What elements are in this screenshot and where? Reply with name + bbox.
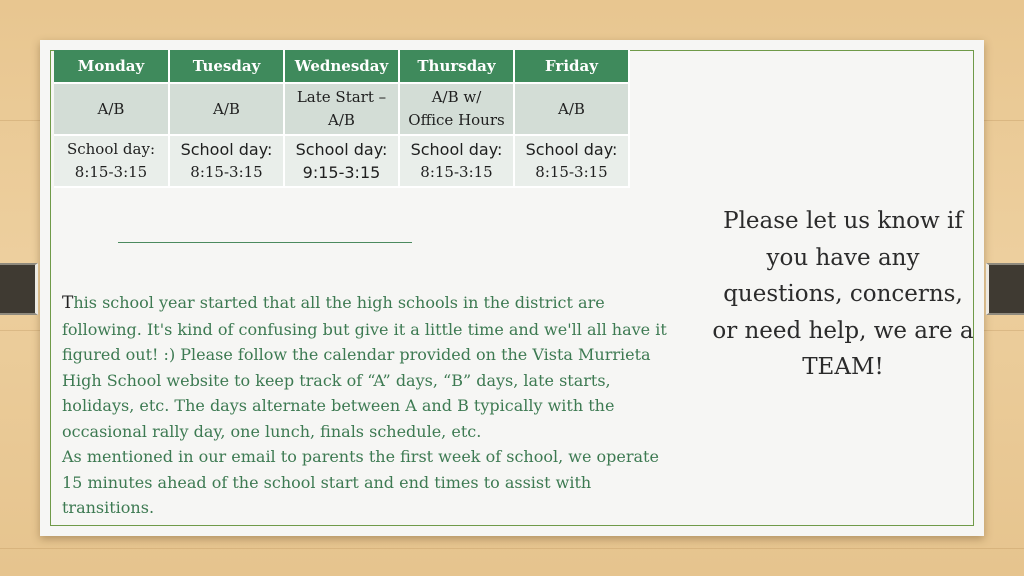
table-cell — [54, 83, 169, 135]
weekly-schedule-table — [54, 50, 630, 188]
cell-text: A/B w/ — [431, 88, 482, 106]
header-monday: Monday — [54, 50, 169, 83]
table-cell — [284, 135, 399, 187]
table-cell — [514, 135, 629, 187]
cell-text: A/B — [213, 99, 240, 118]
body-paragraph — [62, 290, 682, 444]
cell-text: Office Hours — [408, 111, 505, 129]
cell-text: Late Start – — [296, 88, 387, 106]
cell-text: School day: — [525, 140, 618, 159]
table-cell — [54, 135, 169, 187]
cell-text: 8:15-3:15 — [190, 163, 263, 181]
table-cell — [284, 83, 399, 135]
header-tuesday: Tuesday — [169, 50, 284, 83]
cell-text: School day: — [410, 140, 503, 159]
table-cell — [169, 83, 284, 135]
paragraph-text: his school year started that all the high schools in the district are following. It's kind of confusing but give it a little time and we'll all have it figured out! :) Please follow the calendar provided on the Vista Murrieta High School website to keep track of “A” days, “B” days, late starts, holidays, etc. The days alternate between A and B typically with the occasional rally day, one lunch, finals schedule, etc. — [62, 293, 667, 441]
header-thursday: Thursday — [399, 50, 514, 83]
cell-text: 8:15-3:15 — [74, 163, 148, 181]
cell-text: A/B — [328, 111, 355, 129]
cell-text: 8:15-3:15 — [420, 163, 493, 181]
header-friday: Friday — [514, 50, 629, 83]
left-tab-decoration — [0, 263, 38, 315]
cell-text: A/B — [558, 99, 585, 118]
day-type-row — [54, 83, 629, 135]
team-callout: Please let us know if you have any questions, concerns, or need help, we are a TEAM! — [712, 208, 974, 380]
table-cell — [399, 83, 514, 135]
body-text — [62, 290, 682, 521]
table-cell — [514, 83, 629, 135]
cell-text: 9:15-3:15 — [302, 163, 381, 182]
right-tab-decoration — [986, 263, 1024, 315]
cell-text: 8:15-3:15 — [535, 163, 608, 181]
header-wednesday: Wednesday — [284, 50, 399, 83]
table-cell — [169, 135, 284, 187]
cell-text: School day: — [66, 140, 156, 158]
cell-text: School day: — [295, 140, 388, 159]
table-cell — [399, 135, 514, 187]
cell-text: A/B — [97, 99, 125, 118]
table-header-row — [54, 50, 629, 83]
cell-text: School day: — [180, 140, 273, 159]
body-paragraph: As mentioned in our email to parents the first week of school, we operate 15 minutes ahead of the school start and end times to assist with transitions. — [62, 447, 659, 517]
first-letter: T — [62, 293, 74, 313]
section-divider — [118, 242, 412, 243]
wood-grain — [0, 548, 1024, 549]
school-hours-row — [54, 135, 629, 187]
